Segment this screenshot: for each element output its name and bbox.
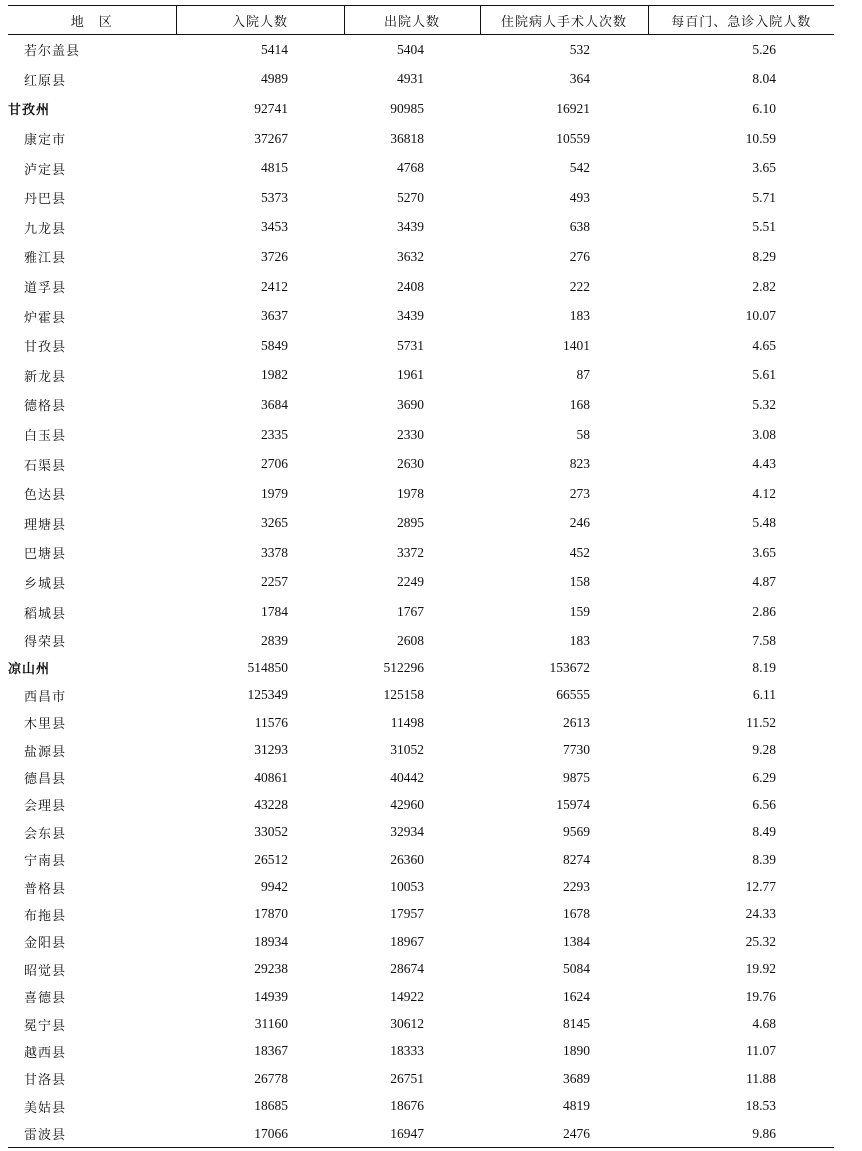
cell-per-hundred: 24.33: [745, 906, 776, 922]
cell-region-name: 昭觉县: [24, 963, 67, 979]
table-row: [8, 1010, 834, 1037]
cell-per-hundred: 8.29: [752, 248, 776, 264]
cell-region-name: 美姑县: [24, 1100, 67, 1116]
cell-discharges: 18967: [390, 933, 424, 949]
table-row: [8, 983, 834, 1010]
cell-region-name: 德格县: [24, 399, 67, 415]
table-row: [8, 819, 834, 846]
cell-per-hundred: 6.56: [752, 796, 776, 812]
cell-admissions: 2412: [261, 278, 288, 294]
cell-surgeries: 2613: [563, 714, 590, 730]
cell-admissions: 125349: [247, 687, 288, 703]
cell-surgeries: 276: [569, 248, 590, 264]
table-row: [8, 213, 834, 243]
cell-per-hundred: 2.86: [752, 604, 776, 620]
header-per-hundred: 每百门、急诊入院人数: [648, 6, 834, 35]
cell-surgeries: 2293: [563, 879, 590, 895]
cell-admissions: 31160: [254, 1016, 288, 1032]
table-row: [8, 420, 834, 450]
cell-surgeries: 168: [569, 396, 590, 412]
cell-region-name: 越西县: [24, 1045, 67, 1061]
cell-discharges: 18676: [390, 1098, 424, 1114]
table-row: [8, 153, 834, 183]
statistics-table-page: [8, 5, 834, 1148]
cell-region-name: 若尔盖县: [24, 44, 81, 60]
table-row: [8, 764, 834, 791]
cell-admissions: 3265: [261, 515, 288, 531]
cell-per-hundred: 9.86: [648, 1120, 834, 1148]
cell-discharges: 14922: [390, 988, 424, 1004]
cell-surgeries: 246: [569, 515, 590, 531]
table-row: [8, 709, 834, 736]
cell-discharges: 3632: [397, 248, 424, 264]
cell-discharges: 18333: [390, 1043, 424, 1059]
prefecture-row: [8, 94, 834, 124]
cell-region-name: 会理县: [24, 799, 67, 815]
cell-admissions: 18367: [254, 1043, 288, 1059]
cell-surgeries: 8145: [563, 1016, 590, 1032]
cell-discharges: 3690: [397, 396, 424, 412]
table-row: [8, 1038, 834, 1065]
table-row: [8, 846, 834, 873]
cell-admissions: 40861: [254, 769, 288, 785]
cell-region-name: 雅江县: [24, 251, 67, 267]
cell-admissions: 29238: [254, 961, 288, 977]
table-row: [8, 568, 834, 598]
cell-discharges: 2895: [397, 515, 424, 531]
cell-surgeries: 273: [569, 485, 590, 501]
cell-region-name: 雷波县: [8, 1120, 176, 1148]
cell-discharges: 512296: [383, 659, 424, 675]
cell-per-hundred: 10.59: [745, 130, 776, 146]
cell-surgeries: 823: [569, 456, 590, 472]
cell-admissions: 17870: [254, 906, 288, 922]
cell-per-hundred: 4.12: [752, 485, 776, 501]
cell-admissions: 17066: [176, 1120, 344, 1148]
cell-per-hundred: 18.53: [745, 1098, 776, 1114]
cell-discharges: 3439: [397, 308, 424, 324]
cell-region-name: 九龙县: [24, 221, 67, 237]
cell-region-name: 普格县: [24, 881, 67, 897]
cell-surgeries: 183: [569, 308, 590, 324]
cell-admissions: 9942: [261, 879, 288, 895]
cell-admissions: 14939: [254, 988, 288, 1004]
cell-per-hundred: 5.61: [752, 367, 776, 383]
table-row: [8, 479, 834, 509]
cell-surgeries: 364: [569, 71, 590, 87]
cell-discharges: 36818: [390, 130, 424, 146]
table-row: [8, 301, 834, 331]
cell-discharges: 2608: [397, 632, 424, 648]
cell-surgeries: 87: [576, 367, 590, 383]
cell-admissions: 2257: [261, 574, 288, 590]
cell-surgeries: 452: [569, 544, 590, 560]
cell-admissions: 26512: [254, 851, 288, 867]
cell-admissions: 31293: [254, 742, 288, 758]
cell-surgeries: 159: [569, 604, 590, 620]
table-header: [8, 6, 834, 35]
cell-admissions: 11576: [254, 714, 288, 730]
cell-region-name: 白玉县: [24, 429, 67, 445]
cell-admissions: 2839: [261, 632, 288, 648]
cell-per-hundred: 2.82: [752, 278, 776, 294]
table-row: [8, 272, 834, 302]
cell-surgeries: 9569: [563, 824, 590, 840]
table-row: [8, 35, 834, 65]
table-row: [8, 627, 834, 654]
cell-per-hundred: 8.49: [752, 824, 776, 840]
cell-admissions: 2335: [261, 426, 288, 442]
cell-per-hundred: 3.65: [752, 160, 776, 176]
cell-discharges: 90985: [390, 100, 424, 116]
cell-per-hundred: 4.43: [752, 456, 776, 472]
cell-surgeries: 1384: [563, 933, 590, 949]
cell-surgeries: 3689: [563, 1070, 590, 1086]
cell-surgeries: 542: [569, 160, 590, 176]
cell-region-name: 泸定县: [24, 162, 67, 178]
header-admissions: 入院人数: [176, 6, 344, 35]
cell-discharges: 10053: [390, 879, 424, 895]
cell-discharges: 26751: [390, 1070, 424, 1086]
table-row: [8, 65, 834, 95]
table-row: [8, 183, 834, 213]
cell-discharges: 28674: [390, 961, 424, 977]
cell-surgeries: 183: [569, 632, 590, 648]
cell-admissions: 1979: [261, 485, 288, 501]
cell-surgeries: 1890: [563, 1043, 590, 1059]
cell-discharges: 42960: [390, 796, 424, 812]
cell-per-hundred: 8.39: [752, 851, 776, 867]
cell-region-name: 喜德县: [24, 991, 67, 1007]
cell-per-hundred: 8.04: [752, 71, 776, 87]
cell-admissions: 43228: [254, 796, 288, 812]
cell-per-hundred: 5.48: [752, 515, 776, 531]
cell-discharges: 5270: [397, 189, 424, 205]
cell-per-hundred: 7.58: [752, 632, 776, 648]
cell-per-hundred: 6.11: [752, 687, 776, 703]
cell-per-hundred: 9.28: [752, 742, 776, 758]
cell-discharges: 3372: [397, 544, 424, 560]
cell-region-name: 得荣县: [24, 635, 67, 651]
cell-region-name: 德昌县: [24, 772, 67, 788]
hospital-admissions-table: [8, 5, 834, 1148]
cell-region-name: 布拖县: [24, 908, 67, 924]
cell-discharges: 31052: [390, 742, 424, 758]
cell-region-name: 甘孜州: [8, 103, 51, 119]
cell-admissions: 3726: [261, 248, 288, 264]
cell-discharges: 1961: [397, 367, 424, 383]
cell-per-hundred: 10.07: [745, 308, 776, 324]
cell-region-name: 凉山州: [8, 662, 51, 678]
cell-region-name: 木里县: [24, 717, 67, 733]
cell-surgeries: 1401: [563, 337, 590, 353]
cell-per-hundred: 12.77: [745, 879, 776, 895]
table-row: [8, 1093, 834, 1120]
cell-region-name: 盐源县: [24, 744, 67, 760]
cell-discharges: 5731: [397, 337, 424, 353]
cell-region-name: 冕宁县: [24, 1018, 67, 1034]
table-row: [8, 124, 834, 154]
cell-per-hundred: 11.07: [746, 1043, 776, 1059]
cell-discharges: 2330: [397, 426, 424, 442]
cell-admissions: 1784: [261, 604, 288, 620]
cell-discharges: 1767: [397, 604, 424, 620]
table-row: [8, 509, 834, 539]
cell-per-hundred: 4.87: [752, 574, 776, 590]
cell-admissions: 3453: [261, 219, 288, 235]
cell-admissions: 26778: [254, 1070, 288, 1086]
cell-region-name: 道孚县: [24, 281, 67, 297]
table-row: [8, 956, 834, 983]
cell-admissions: 3637: [261, 308, 288, 324]
cell-region-name: 稻城县: [24, 606, 67, 622]
table-body: [8, 35, 834, 1148]
header-discharges: 出院人数: [344, 6, 480, 35]
cell-admissions: 3378: [261, 544, 288, 560]
cell-per-hundred: 19.92: [745, 961, 776, 977]
cell-per-hundred: 11.52: [746, 714, 776, 730]
cell-admissions: 1982: [261, 367, 288, 383]
cell-per-hundred: 3.65: [752, 544, 776, 560]
header-row: [8, 6, 834, 35]
cell-per-hundred: 8.19: [752, 659, 776, 675]
cell-surgeries: 8274: [563, 851, 590, 867]
cell-surgeries: 15974: [556, 796, 590, 812]
cell-per-hundred: 4.65: [752, 337, 776, 353]
cell-surgeries: 638: [569, 219, 590, 235]
cell-surgeries: 9875: [563, 769, 590, 785]
cell-discharges: 5404: [397, 41, 424, 57]
table-row: [8, 901, 834, 928]
cell-discharges: 11498: [390, 714, 424, 730]
cell-discharges: 4768: [397, 160, 424, 176]
cell-discharges: 3439: [397, 219, 424, 235]
cell-per-hundred: 11.88: [746, 1070, 776, 1086]
table-row: [8, 928, 834, 955]
header-region: 地 区: [8, 6, 176, 35]
cell-surgeries: 532: [569, 41, 590, 57]
cell-admissions: 18934: [254, 933, 288, 949]
cell-region-name: 色达县: [24, 488, 67, 504]
cell-per-hundred: 5.26: [752, 41, 776, 57]
table-row: [8, 682, 834, 709]
cell-discharges: 32934: [390, 824, 424, 840]
cell-per-hundred: 5.51: [752, 219, 776, 235]
table-row: [8, 1065, 834, 1092]
table-row: [8, 449, 834, 479]
cell-surgeries: 66555: [556, 687, 590, 703]
cell-admissions: 5849: [261, 337, 288, 353]
table-row: [8, 791, 834, 818]
cell-discharges: 1978: [397, 485, 424, 501]
cell-admissions: 37267: [254, 130, 288, 146]
cell-admissions: 2706: [261, 456, 288, 472]
cell-discharges: 16947: [344, 1120, 480, 1148]
cell-admissions: 514850: [247, 659, 288, 675]
cell-per-hundred: 4.68: [752, 1016, 776, 1032]
cell-admissions: 18685: [254, 1098, 288, 1114]
cell-discharges: 26360: [390, 851, 424, 867]
cell-admissions: 5373: [261, 189, 288, 205]
cell-region-name: 炉霍县: [24, 310, 67, 326]
cell-surgeries: 493: [569, 189, 590, 205]
cell-region-name: 甘洛县: [24, 1073, 67, 1089]
cell-surgeries: 10559: [556, 130, 590, 146]
table-row: [8, 242, 834, 272]
cell-per-hundred: 5.71: [752, 189, 776, 205]
table-row: [8, 597, 834, 627]
header-surgeries: 住院病人手术人次数: [480, 6, 648, 35]
cell-surgeries: 2476: [480, 1120, 648, 1148]
cell-admissions: 92741: [254, 100, 288, 116]
cell-discharges: 40442: [390, 769, 424, 785]
cell-per-hundred: 19.76: [745, 988, 776, 1004]
cell-per-hundred: 6.10: [752, 100, 776, 116]
table-row: [8, 736, 834, 763]
cell-discharges: 4931: [397, 71, 424, 87]
cell-region-name: 西昌市: [24, 689, 67, 705]
cell-region-name: 石渠县: [24, 458, 67, 474]
cell-region-name: 理塘县: [24, 517, 67, 533]
cell-per-hundred: 25.32: [745, 933, 776, 949]
cell-discharges: 2630: [397, 456, 424, 472]
cell-surgeries: 5084: [563, 961, 590, 977]
cell-region-name: 甘孜县: [24, 340, 67, 356]
cell-surgeries: 1678: [563, 906, 590, 922]
table-row: [8, 390, 834, 420]
cell-admissions: 5414: [261, 41, 288, 57]
cell-per-hundred: 3.08: [752, 426, 776, 442]
cell-discharges: 2249: [397, 574, 424, 590]
cell-surgeries: 4819: [563, 1098, 590, 1114]
cell-region-name: 红原县: [24, 73, 67, 89]
cell-surgeries: 1624: [563, 988, 590, 1004]
cell-region-name: 新龙县: [24, 369, 67, 385]
cell-region-name: 会东县: [24, 826, 67, 842]
cell-per-hundred: 6.29: [752, 769, 776, 785]
cell-surgeries: 158: [569, 574, 590, 590]
table-row: [8, 873, 834, 900]
cell-discharges: 17957: [390, 906, 424, 922]
cell-region-name: 康定市: [24, 133, 67, 149]
cell-region-name: 丹巴县: [24, 192, 67, 208]
cell-discharges: 30612: [390, 1016, 424, 1032]
cell-surgeries: 7730: [563, 742, 590, 758]
cell-admissions: 4989: [261, 71, 288, 87]
prefecture-row: [8, 654, 834, 681]
cell-region-name: 巴塘县: [24, 547, 67, 563]
cell-surgeries: 153672: [549, 659, 590, 675]
cell-discharges: 125158: [383, 687, 424, 703]
cell-region-name: 宁南县: [24, 854, 67, 870]
cell-region-name: 乡城县: [24, 576, 67, 592]
cell-discharges: 2408: [397, 278, 424, 294]
cell-admissions: 33052: [254, 824, 288, 840]
table-row: [8, 1120, 834, 1148]
table-row: [8, 361, 834, 391]
cell-admissions: 3684: [261, 396, 288, 412]
cell-surgeries: 16921: [556, 100, 590, 116]
cell-surgeries: 222: [569, 278, 590, 294]
cell-region-name: 金阳县: [24, 936, 67, 952]
cell-admissions: 4815: [261, 160, 288, 176]
table-row: [8, 538, 834, 568]
cell-surgeries: 58: [576, 426, 590, 442]
table-row: [8, 331, 834, 361]
cell-per-hundred: 5.32: [752, 396, 776, 412]
